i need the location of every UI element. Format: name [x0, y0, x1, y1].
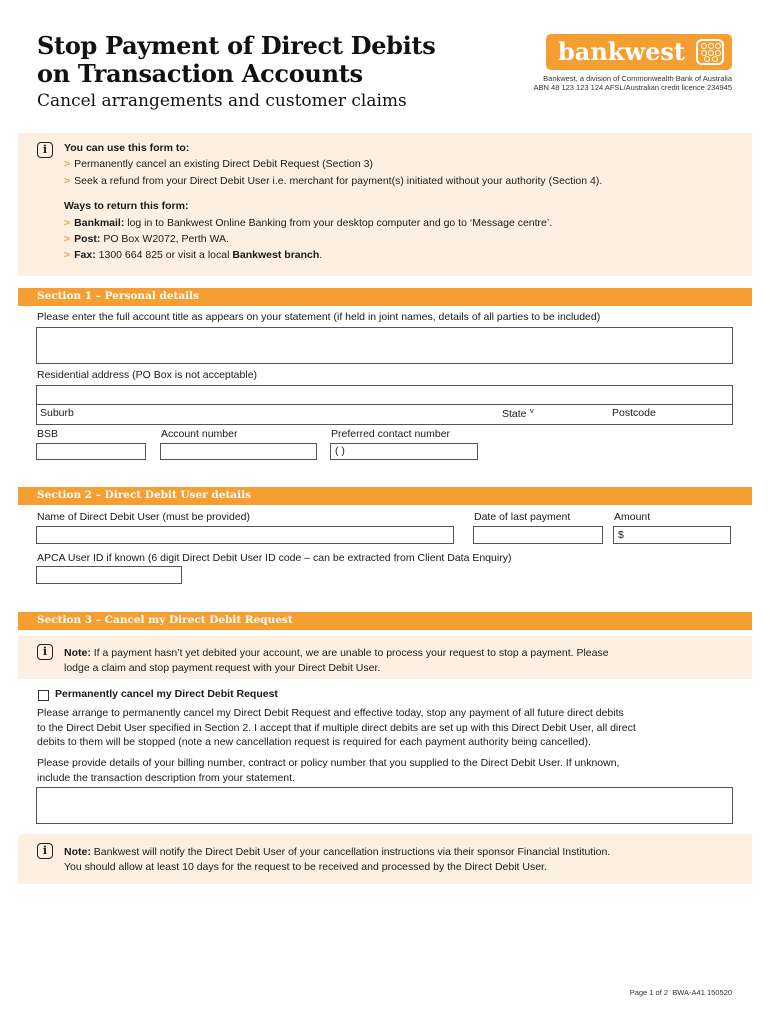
postcode-label: Postcode	[612, 407, 656, 419]
use-item-2: > Seek a refund from your Direct Debit User i.e. merchant for payment(s) initiated without your authority (Section 4).	[64, 175, 603, 187]
bank-info-line-2: ABN 48 123 123 124 AFSL/Australian credit licence 234945	[533, 83, 732, 92]
bankwest-logo	[546, 34, 732, 70]
form-subtitle: Cancel arrangements and customer claims	[37, 91, 407, 111]
return-fax: > Fax: 1300 664 825 or visit a local Bankwest branch.	[64, 249, 323, 261]
billing-para-line-1: Please provide details of your billing number, contract or policy number that you supplied to the Direct Debit User. If unknown,	[37, 757, 620, 769]
page-number: Page 1 of 2	[629, 988, 669, 997]
contact-field[interactable]	[330, 443, 478, 460]
use-heading: You can use this form to:	[64, 142, 190, 154]
info-icon: i	[37, 843, 53, 859]
address-divider	[36, 404, 733, 405]
cancel-para-line-1: Please arrange to permanently cancel my Direct Debit Request and effective today, stop any payment of all future direct debits	[37, 707, 624, 719]
billing-para-line-2: include the transaction description from your statement.	[37, 772, 295, 784]
suburb-label: Suburb	[40, 407, 74, 419]
bsb-field[interactable]	[36, 443, 146, 460]
use-item-1: > Permanently cancel an existing Direct Debit Request (Section 3)	[64, 158, 373, 170]
title-line-2: on Transaction Accounts	[37, 59, 363, 88]
amount-prefix: $	[618, 529, 624, 541]
address-label: Residential address (PO Box is not acceptable)	[37, 369, 258, 381]
form-title	[37, 32, 435, 88]
cancel-para-line-2: to the Direct Debit User specified in Section 2. I accept that if multiple direct debits are set up with this Direct Debit User, all direct	[37, 722, 636, 734]
permanently-cancel-checkbox[interactable]	[38, 690, 49, 701]
apca-field[interactable]	[36, 566, 182, 584]
contact-prefix: ( )	[335, 445, 345, 457]
address-field[interactable]	[36, 385, 733, 425]
cancel-para-line-3: debits to them will be stopped (note a new cancellation request is required for each payment authority being cancelled).	[37, 736, 591, 748]
section-2-header: Section 2 – Direct Debit User details	[18, 487, 752, 505]
dd-user-name-field[interactable]	[36, 526, 454, 544]
account-number-label: Account number	[161, 428, 238, 440]
bank-info-line-1: Bankwest, a division of Commonwealth Bank of Australia	[543, 74, 732, 83]
notification-note-line-1: Note: Bankwest will notify the Direct Debit User of your cancellation instructions via their sponsor Financial Institution.	[64, 846, 611, 858]
return-post: > Post: PO Box W2072, Perth WA.	[64, 233, 229, 245]
info-icon: i	[37, 644, 53, 660]
logo-text: bankwest	[558, 37, 685, 66]
dd-user-name-label: Name of Direct Debit User (must be provided)	[37, 511, 250, 523]
bank-info	[534, 74, 732, 92]
contact-label: Preferred contact number	[331, 428, 451, 440]
account-title-field[interactable]	[36, 327, 733, 364]
return-heading: Ways to return this form:	[64, 200, 189, 212]
page-footer	[630, 988, 732, 997]
state-dropdown-icon: ˅	[529, 407, 535, 416]
account-number-field[interactable]	[160, 443, 317, 460]
section-3-note-line-2: lodge a claim and stop payment request with your Direct Debit User.	[64, 662, 381, 674]
info-icon: i	[37, 142, 53, 158]
section-3-note-line-1: Note: If a payment hasn’t yet debited your account, we are unable to process your request to stop a payment. Please	[64, 647, 609, 659]
amount-label: Amount	[614, 511, 651, 523]
title-line-1: Stop Payment of Direct Debits	[37, 31, 436, 60]
form-code: BWA-A41 150520	[672, 988, 732, 997]
permanently-cancel-label: Permanently cancel my Direct Debit Request	[55, 688, 278, 700]
billing-details-field[interactable]	[36, 787, 733, 824]
account-title-label: Please enter the full account title as appears on your statement (if held in joint names, details of all parties to be included)	[37, 311, 601, 323]
return-bankmail: > Bankmail: log in to Bankwest Online Banking from your desktop computer and go to ‘Message centre’.	[64, 217, 553, 229]
last-payment-date-label: Date of last payment	[474, 511, 571, 523]
apca-label: APCA User ID if known (6 digit Direct Debit User ID code – can be extracted from Client Data Enquiry)	[37, 552, 512, 564]
logo-emblem-icon	[696, 39, 724, 65]
section-1-header: Section 1 – Personal details	[18, 288, 752, 306]
section-3-header: Section 3 – Cancel my Direct Debit Request	[18, 612, 752, 630]
notification-note-line-2: You should allow at least 10 days for the request to be received and processed by the Direct Debit User.	[64, 861, 547, 873]
last-payment-date-field[interactable]	[473, 526, 603, 544]
state-label: State ˅	[502, 407, 535, 420]
amount-field[interactable]	[613, 526, 731, 544]
bsb-label: BSB	[37, 428, 59, 440]
